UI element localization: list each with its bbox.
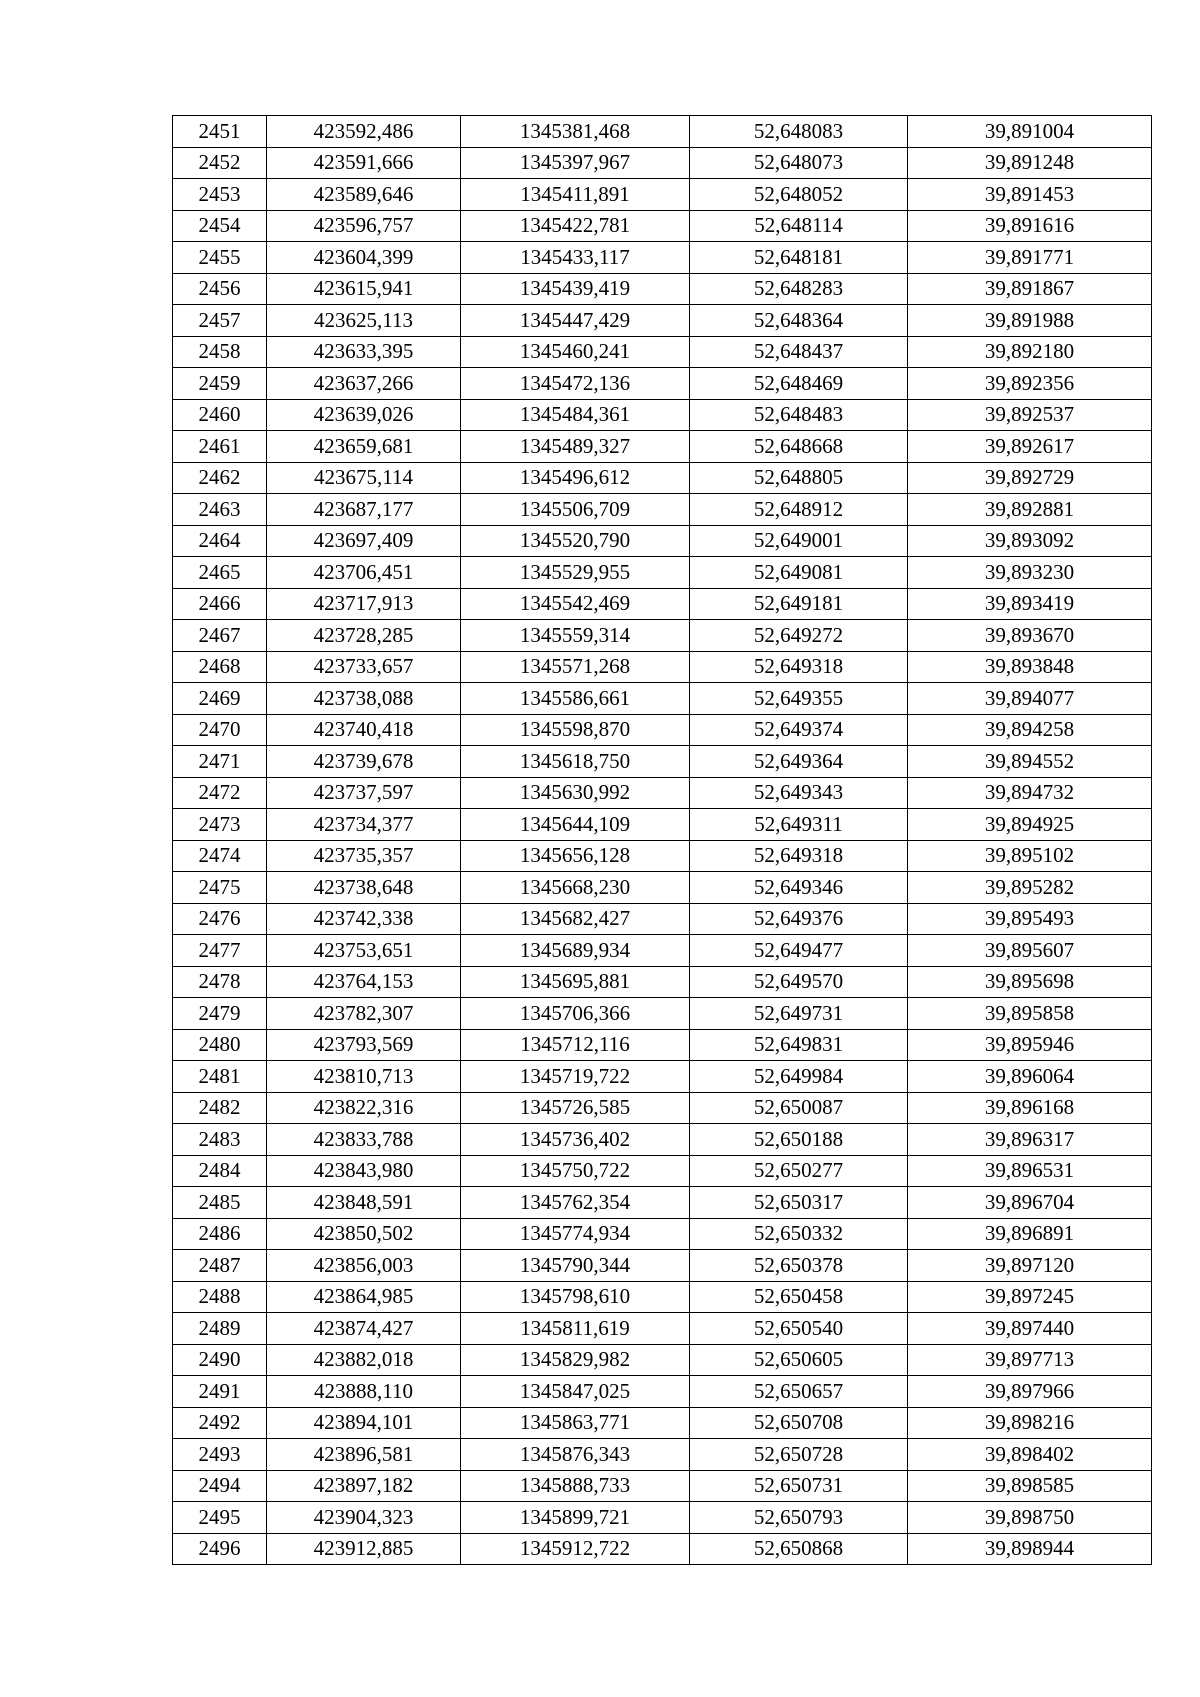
latitude-cell: 52,650378 bbox=[690, 1250, 908, 1282]
latitude-cell: 52,650087 bbox=[690, 1092, 908, 1124]
longitude-cell: 39,891988 bbox=[908, 305, 1152, 337]
y-coordinate-cell: 1345506,709 bbox=[461, 494, 690, 526]
latitude-cell: 52,649731 bbox=[690, 998, 908, 1030]
y-coordinate-cell: 1345712,116 bbox=[461, 1029, 690, 1061]
longitude-cell: 39,898944 bbox=[908, 1533, 1152, 1565]
y-coordinate-cell: 1345762,354 bbox=[461, 1187, 690, 1219]
table-row bbox=[173, 1313, 1152, 1345]
longitude-cell: 39,896317 bbox=[908, 1124, 1152, 1156]
point-number-cell: 2457 bbox=[173, 305, 267, 337]
y-coordinate-cell: 1345439,419 bbox=[461, 273, 690, 305]
x-coordinate-cell: 423912,885 bbox=[267, 1533, 461, 1565]
point-number-cell: 2477 bbox=[173, 935, 267, 967]
longitude-cell: 39,898585 bbox=[908, 1470, 1152, 1502]
point-number-cell: 2462 bbox=[173, 462, 267, 494]
longitude-cell: 39,897440 bbox=[908, 1313, 1152, 1345]
y-coordinate-cell: 1345798,610 bbox=[461, 1281, 690, 1313]
longitude-cell: 39,892180 bbox=[908, 336, 1152, 368]
y-coordinate-cell: 1345899,721 bbox=[461, 1502, 690, 1534]
y-coordinate-cell: 1345682,427 bbox=[461, 903, 690, 935]
y-coordinate-cell: 1345644,109 bbox=[461, 809, 690, 841]
y-coordinate-cell: 1345719,722 bbox=[461, 1061, 690, 1093]
point-number-cell: 2488 bbox=[173, 1281, 267, 1313]
x-coordinate-cell: 423615,941 bbox=[267, 273, 461, 305]
point-number-cell: 2483 bbox=[173, 1124, 267, 1156]
y-coordinate-cell: 1345529,955 bbox=[461, 557, 690, 589]
table-row bbox=[173, 305, 1152, 337]
table-row bbox=[173, 210, 1152, 242]
longitude-cell: 39,896704 bbox=[908, 1187, 1152, 1219]
x-coordinate-cell: 423848,591 bbox=[267, 1187, 461, 1219]
longitude-cell: 39,897713 bbox=[908, 1344, 1152, 1376]
table-row bbox=[173, 1155, 1152, 1187]
x-coordinate-cell: 423810,713 bbox=[267, 1061, 461, 1093]
longitude-cell: 39,897120 bbox=[908, 1250, 1152, 1282]
y-coordinate-cell: 1345863,771 bbox=[461, 1407, 690, 1439]
longitude-cell: 39,891004 bbox=[908, 116, 1152, 148]
x-coordinate-cell: 423782,307 bbox=[267, 998, 461, 1030]
x-coordinate-cell: 423717,913 bbox=[267, 588, 461, 620]
y-coordinate-cell: 1345381,468 bbox=[461, 116, 690, 148]
point-number-cell: 2463 bbox=[173, 494, 267, 526]
y-coordinate-cell: 1345496,612 bbox=[461, 462, 690, 494]
longitude-cell: 39,892537 bbox=[908, 399, 1152, 431]
table-row bbox=[173, 714, 1152, 746]
y-coordinate-cell: 1345484,361 bbox=[461, 399, 690, 431]
latitude-cell: 52,649570 bbox=[690, 966, 908, 998]
latitude-cell: 52,649318 bbox=[690, 840, 908, 872]
point-number-cell: 2470 bbox=[173, 714, 267, 746]
y-coordinate-cell: 1345888,733 bbox=[461, 1470, 690, 1502]
longitude-cell: 39,896891 bbox=[908, 1218, 1152, 1250]
latitude-cell: 52,649346 bbox=[690, 872, 908, 904]
x-coordinate-cell: 423734,377 bbox=[267, 809, 461, 841]
latitude-cell: 52,650728 bbox=[690, 1439, 908, 1471]
point-number-cell: 2484 bbox=[173, 1155, 267, 1187]
point-number-cell: 2473 bbox=[173, 809, 267, 841]
latitude-cell: 52,650793 bbox=[690, 1502, 908, 1534]
point-number-cell: 2459 bbox=[173, 368, 267, 400]
x-coordinate-cell: 423742,338 bbox=[267, 903, 461, 935]
table-row bbox=[173, 998, 1152, 1030]
latitude-cell: 52,649374 bbox=[690, 714, 908, 746]
point-number-cell: 2452 bbox=[173, 147, 267, 179]
longitude-cell: 39,898750 bbox=[908, 1502, 1152, 1534]
x-coordinate-cell: 423850,502 bbox=[267, 1218, 461, 1250]
table-row bbox=[173, 525, 1152, 557]
y-coordinate-cell: 1345447,429 bbox=[461, 305, 690, 337]
y-coordinate-cell: 1345559,314 bbox=[461, 620, 690, 652]
latitude-cell: 52,648483 bbox=[690, 399, 908, 431]
x-coordinate-cell: 423735,357 bbox=[267, 840, 461, 872]
table-row bbox=[173, 1281, 1152, 1313]
longitude-cell: 39,892881 bbox=[908, 494, 1152, 526]
y-coordinate-cell: 1345520,790 bbox=[461, 525, 690, 557]
y-coordinate-cell: 1345433,117 bbox=[461, 242, 690, 274]
point-number-cell: 2464 bbox=[173, 525, 267, 557]
latitude-cell: 52,649081 bbox=[690, 557, 908, 589]
longitude-cell: 39,898402 bbox=[908, 1439, 1152, 1471]
longitude-cell: 39,895282 bbox=[908, 872, 1152, 904]
longitude-cell: 39,891616 bbox=[908, 210, 1152, 242]
y-coordinate-cell: 1345668,230 bbox=[461, 872, 690, 904]
latitude-cell: 52,649001 bbox=[690, 525, 908, 557]
longitude-cell: 39,891771 bbox=[908, 242, 1152, 274]
longitude-cell: 39,891453 bbox=[908, 179, 1152, 211]
x-coordinate-cell: 423882,018 bbox=[267, 1344, 461, 1376]
x-coordinate-cell: 423894,101 bbox=[267, 1407, 461, 1439]
longitude-cell: 39,893230 bbox=[908, 557, 1152, 589]
longitude-cell: 39,895607 bbox=[908, 935, 1152, 967]
point-number-cell: 2491 bbox=[173, 1376, 267, 1408]
table-row bbox=[173, 431, 1152, 463]
y-coordinate-cell: 1345847,025 bbox=[461, 1376, 690, 1408]
table-row bbox=[173, 1092, 1152, 1124]
table-row bbox=[173, 1407, 1152, 1439]
table-row bbox=[173, 746, 1152, 778]
x-coordinate-cell: 423659,681 bbox=[267, 431, 461, 463]
x-coordinate-cell: 423592,486 bbox=[267, 116, 461, 148]
table-row bbox=[173, 777, 1152, 809]
longitude-cell: 39,898216 bbox=[908, 1407, 1152, 1439]
x-coordinate-cell: 423625,113 bbox=[267, 305, 461, 337]
y-coordinate-cell: 1345689,934 bbox=[461, 935, 690, 967]
x-coordinate-cell: 423856,003 bbox=[267, 1250, 461, 1282]
point-number-cell: 2475 bbox=[173, 872, 267, 904]
longitude-cell: 39,894925 bbox=[908, 809, 1152, 841]
latitude-cell: 52,648052 bbox=[690, 179, 908, 211]
table-row bbox=[173, 1439, 1152, 1471]
longitude-cell: 39,893670 bbox=[908, 620, 1152, 652]
y-coordinate-cell: 1345811,619 bbox=[461, 1313, 690, 1345]
latitude-cell: 52,650188 bbox=[690, 1124, 908, 1156]
longitude-cell: 39,894258 bbox=[908, 714, 1152, 746]
table-row bbox=[173, 1124, 1152, 1156]
table-row bbox=[173, 242, 1152, 274]
x-coordinate-cell: 423897,182 bbox=[267, 1470, 461, 1502]
table-row bbox=[173, 651, 1152, 683]
table-row bbox=[173, 903, 1152, 935]
longitude-cell: 39,892617 bbox=[908, 431, 1152, 463]
y-coordinate-cell: 1345411,891 bbox=[461, 179, 690, 211]
latitude-cell: 52,649311 bbox=[690, 809, 908, 841]
point-number-cell: 2481 bbox=[173, 1061, 267, 1093]
latitude-cell: 52,649364 bbox=[690, 746, 908, 778]
table-row bbox=[173, 147, 1152, 179]
y-coordinate-cell: 1345489,327 bbox=[461, 431, 690, 463]
point-number-cell: 2485 bbox=[173, 1187, 267, 1219]
point-number-cell: 2482 bbox=[173, 1092, 267, 1124]
longitude-cell: 39,894732 bbox=[908, 777, 1152, 809]
x-coordinate-cell: 423591,666 bbox=[267, 147, 461, 179]
latitude-cell: 52,648469 bbox=[690, 368, 908, 400]
y-coordinate-cell: 1345774,934 bbox=[461, 1218, 690, 1250]
y-coordinate-cell: 1345571,268 bbox=[461, 651, 690, 683]
point-number-cell: 2472 bbox=[173, 777, 267, 809]
table-row bbox=[173, 462, 1152, 494]
table-row bbox=[173, 1218, 1152, 1250]
y-coordinate-cell: 1345706,366 bbox=[461, 998, 690, 1030]
point-number-cell: 2468 bbox=[173, 651, 267, 683]
latitude-cell: 52,648668 bbox=[690, 431, 908, 463]
table-row bbox=[173, 620, 1152, 652]
point-number-cell: 2493 bbox=[173, 1439, 267, 1471]
x-coordinate-cell: 423896,581 bbox=[267, 1439, 461, 1471]
latitude-cell: 52,649477 bbox=[690, 935, 908, 967]
coordinates-table-body bbox=[173, 116, 1152, 1565]
point-number-cell: 2474 bbox=[173, 840, 267, 872]
y-coordinate-cell: 1345726,585 bbox=[461, 1092, 690, 1124]
longitude-cell: 39,896168 bbox=[908, 1092, 1152, 1124]
y-coordinate-cell: 1345790,344 bbox=[461, 1250, 690, 1282]
latitude-cell: 52,649181 bbox=[690, 588, 908, 620]
table-row bbox=[173, 273, 1152, 305]
longitude-cell: 39,894552 bbox=[908, 746, 1152, 778]
latitude-cell: 52,648114 bbox=[690, 210, 908, 242]
longitude-cell: 39,894077 bbox=[908, 683, 1152, 715]
point-number-cell: 2456 bbox=[173, 273, 267, 305]
y-coordinate-cell: 1345472,136 bbox=[461, 368, 690, 400]
x-coordinate-cell: 423596,757 bbox=[267, 210, 461, 242]
latitude-cell: 52,650317 bbox=[690, 1187, 908, 1219]
x-coordinate-cell: 423904,323 bbox=[267, 1502, 461, 1534]
point-number-cell: 2479 bbox=[173, 998, 267, 1030]
x-coordinate-cell: 423888,110 bbox=[267, 1376, 461, 1408]
point-number-cell: 2490 bbox=[173, 1344, 267, 1376]
table-row bbox=[173, 1502, 1152, 1534]
point-number-cell: 2487 bbox=[173, 1250, 267, 1282]
latitude-cell: 52,648083 bbox=[690, 116, 908, 148]
latitude-cell: 52,648073 bbox=[690, 147, 908, 179]
latitude-cell: 52,648912 bbox=[690, 494, 908, 526]
table-row bbox=[173, 116, 1152, 148]
latitude-cell: 52,649318 bbox=[690, 651, 908, 683]
x-coordinate-cell: 423738,648 bbox=[267, 872, 461, 904]
point-number-cell: 2469 bbox=[173, 683, 267, 715]
x-coordinate-cell: 423728,285 bbox=[267, 620, 461, 652]
table-row bbox=[173, 494, 1152, 526]
table-row bbox=[173, 872, 1152, 904]
table-row bbox=[173, 336, 1152, 368]
longitude-cell: 39,897966 bbox=[908, 1376, 1152, 1408]
latitude-cell: 52,650731 bbox=[690, 1470, 908, 1502]
latitude-cell: 52,649272 bbox=[690, 620, 908, 652]
table-row bbox=[173, 1187, 1152, 1219]
latitude-cell: 52,649343 bbox=[690, 777, 908, 809]
x-coordinate-cell: 423604,399 bbox=[267, 242, 461, 274]
table-row bbox=[173, 1029, 1152, 1061]
longitude-cell: 39,896064 bbox=[908, 1061, 1152, 1093]
point-number-cell: 2467 bbox=[173, 620, 267, 652]
latitude-cell: 52,649984 bbox=[690, 1061, 908, 1093]
point-number-cell: 2458 bbox=[173, 336, 267, 368]
table-row bbox=[173, 368, 1152, 400]
x-coordinate-cell: 423843,980 bbox=[267, 1155, 461, 1187]
x-coordinate-cell: 423739,678 bbox=[267, 746, 461, 778]
latitude-cell: 52,650332 bbox=[690, 1218, 908, 1250]
latitude-cell: 52,650277 bbox=[690, 1155, 908, 1187]
latitude-cell: 52,650540 bbox=[690, 1313, 908, 1345]
x-coordinate-cell: 423633,395 bbox=[267, 336, 461, 368]
table-row bbox=[173, 1061, 1152, 1093]
x-coordinate-cell: 423639,026 bbox=[267, 399, 461, 431]
table-row bbox=[173, 179, 1152, 211]
table-row bbox=[173, 1470, 1152, 1502]
y-coordinate-cell: 1345656,128 bbox=[461, 840, 690, 872]
point-number-cell: 2466 bbox=[173, 588, 267, 620]
latitude-cell: 52,650708 bbox=[690, 1407, 908, 1439]
x-coordinate-cell: 423637,266 bbox=[267, 368, 461, 400]
point-number-cell: 2478 bbox=[173, 966, 267, 998]
point-number-cell: 2454 bbox=[173, 210, 267, 242]
y-coordinate-cell: 1345750,722 bbox=[461, 1155, 690, 1187]
x-coordinate-cell: 423697,409 bbox=[267, 525, 461, 557]
table-row bbox=[173, 935, 1152, 967]
x-coordinate-cell: 423822,316 bbox=[267, 1092, 461, 1124]
y-coordinate-cell: 1345618,750 bbox=[461, 746, 690, 778]
x-coordinate-cell: 423737,597 bbox=[267, 777, 461, 809]
point-number-cell: 2496 bbox=[173, 1533, 267, 1565]
longitude-cell: 39,895102 bbox=[908, 840, 1152, 872]
table-row bbox=[173, 557, 1152, 589]
point-number-cell: 2471 bbox=[173, 746, 267, 778]
x-coordinate-cell: 423675,114 bbox=[267, 462, 461, 494]
longitude-cell: 39,892729 bbox=[908, 462, 1152, 494]
x-coordinate-cell: 423833,788 bbox=[267, 1124, 461, 1156]
x-coordinate-cell: 423864,985 bbox=[267, 1281, 461, 1313]
y-coordinate-cell: 1345630,992 bbox=[461, 777, 690, 809]
x-coordinate-cell: 423738,088 bbox=[267, 683, 461, 715]
x-coordinate-cell: 423764,153 bbox=[267, 966, 461, 998]
longitude-cell: 39,893419 bbox=[908, 588, 1152, 620]
x-coordinate-cell: 423706,451 bbox=[267, 557, 461, 589]
longitude-cell: 39,891867 bbox=[908, 273, 1152, 305]
x-coordinate-cell: 423740,418 bbox=[267, 714, 461, 746]
point-number-cell: 2495 bbox=[173, 1502, 267, 1534]
y-coordinate-cell: 1345542,469 bbox=[461, 588, 690, 620]
y-coordinate-cell: 1345422,781 bbox=[461, 210, 690, 242]
x-coordinate-cell: 423874,427 bbox=[267, 1313, 461, 1345]
coordinates-table bbox=[172, 115, 1152, 1565]
longitude-cell: 39,897245 bbox=[908, 1281, 1152, 1313]
point-number-cell: 2461 bbox=[173, 431, 267, 463]
point-number-cell: 2455 bbox=[173, 242, 267, 274]
point-number-cell: 2492 bbox=[173, 1407, 267, 1439]
point-number-cell: 2453 bbox=[173, 179, 267, 211]
y-coordinate-cell: 1345829,982 bbox=[461, 1344, 690, 1376]
y-coordinate-cell: 1345460,241 bbox=[461, 336, 690, 368]
point-number-cell: 2460 bbox=[173, 399, 267, 431]
latitude-cell: 52,648437 bbox=[690, 336, 908, 368]
latitude-cell: 52,650657 bbox=[690, 1376, 908, 1408]
y-coordinate-cell: 1345736,402 bbox=[461, 1124, 690, 1156]
y-coordinate-cell: 1345912,722 bbox=[461, 1533, 690, 1565]
point-number-cell: 2480 bbox=[173, 1029, 267, 1061]
table-row bbox=[173, 1250, 1152, 1282]
y-coordinate-cell: 1345876,343 bbox=[461, 1439, 690, 1471]
longitude-cell: 39,896531 bbox=[908, 1155, 1152, 1187]
latitude-cell: 52,648364 bbox=[690, 305, 908, 337]
longitude-cell: 39,892356 bbox=[908, 368, 1152, 400]
point-number-cell: 2494 bbox=[173, 1470, 267, 1502]
point-number-cell: 2489 bbox=[173, 1313, 267, 1345]
latitude-cell: 52,649355 bbox=[690, 683, 908, 715]
latitude-cell: 52,648805 bbox=[690, 462, 908, 494]
table-row bbox=[173, 809, 1152, 841]
y-coordinate-cell: 1345598,870 bbox=[461, 714, 690, 746]
x-coordinate-cell: 423589,646 bbox=[267, 179, 461, 211]
longitude-cell: 39,895698 bbox=[908, 966, 1152, 998]
longitude-cell: 39,891248 bbox=[908, 147, 1152, 179]
x-coordinate-cell: 423733,657 bbox=[267, 651, 461, 683]
longitude-cell: 39,893092 bbox=[908, 525, 1152, 557]
table-row bbox=[173, 1376, 1152, 1408]
point-number-cell: 2451 bbox=[173, 116, 267, 148]
table-row bbox=[173, 399, 1152, 431]
table-row bbox=[173, 1533, 1152, 1565]
longitude-cell: 39,895493 bbox=[908, 903, 1152, 935]
table-row bbox=[173, 588, 1152, 620]
table-row bbox=[173, 840, 1152, 872]
latitude-cell: 52,650605 bbox=[690, 1344, 908, 1376]
y-coordinate-cell: 1345695,881 bbox=[461, 966, 690, 998]
longitude-cell: 39,895946 bbox=[908, 1029, 1152, 1061]
latitude-cell: 52,650458 bbox=[690, 1281, 908, 1313]
x-coordinate-cell: 423687,177 bbox=[267, 494, 461, 526]
point-number-cell: 2465 bbox=[173, 557, 267, 589]
latitude-cell: 52,650868 bbox=[690, 1533, 908, 1565]
latitude-cell: 52,649376 bbox=[690, 903, 908, 935]
point-number-cell: 2486 bbox=[173, 1218, 267, 1250]
table-row bbox=[173, 966, 1152, 998]
x-coordinate-cell: 423753,651 bbox=[267, 935, 461, 967]
y-coordinate-cell: 1345397,967 bbox=[461, 147, 690, 179]
latitude-cell: 52,648181 bbox=[690, 242, 908, 274]
table-row bbox=[173, 683, 1152, 715]
latitude-cell: 52,648283 bbox=[690, 273, 908, 305]
table-row bbox=[173, 1344, 1152, 1376]
x-coordinate-cell: 423793,569 bbox=[267, 1029, 461, 1061]
longitude-cell: 39,895858 bbox=[908, 998, 1152, 1030]
longitude-cell: 39,893848 bbox=[908, 651, 1152, 683]
y-coordinate-cell: 1345586,661 bbox=[461, 683, 690, 715]
latitude-cell: 52,649831 bbox=[690, 1029, 908, 1061]
point-number-cell: 2476 bbox=[173, 903, 267, 935]
